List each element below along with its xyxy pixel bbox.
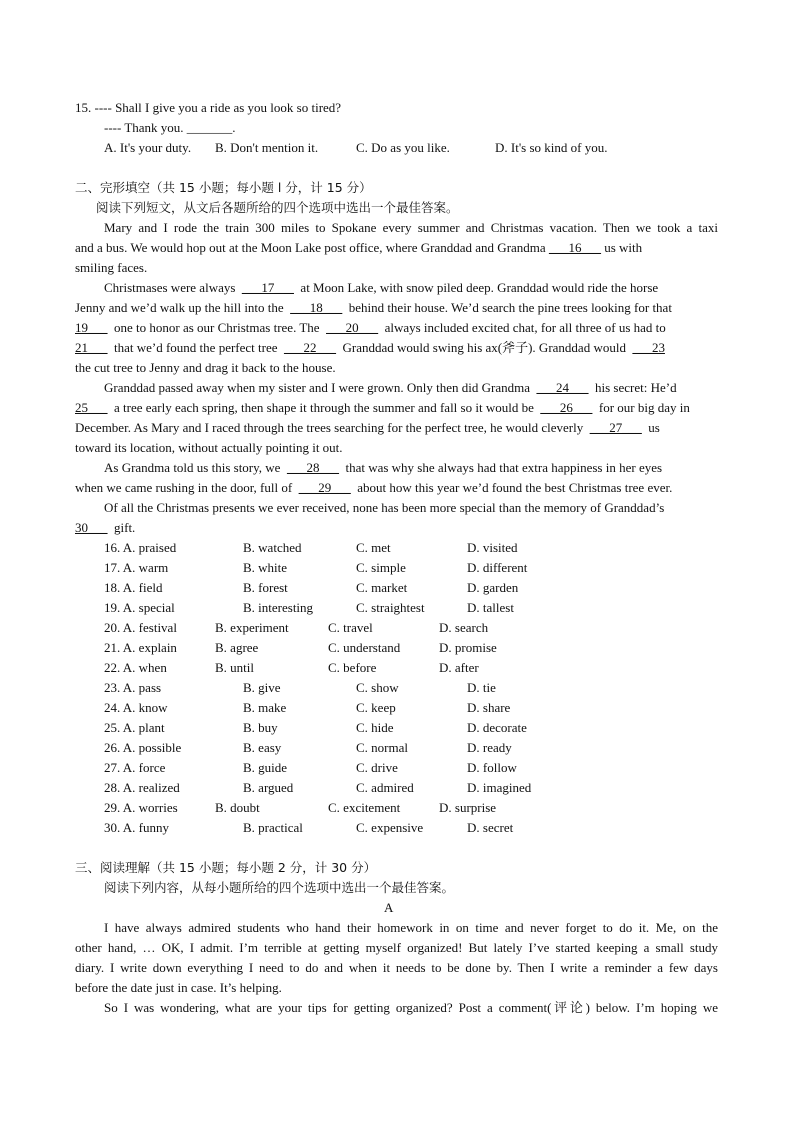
cloze-line: 30___ gift. — [75, 520, 136, 535]
blank-18: ___18___ — [290, 300, 343, 315]
blank-23: ___23 — [632, 340, 665, 355]
cloze-line: and a bus. We would hop out at the Moon Lake post office, where Granddad and Grandma ___16___ us with — [75, 240, 643, 255]
section2-heading: 二、完形填空（共 15 小题；每小题 l 分，计 15 分） — [75, 180, 372, 195]
blank-28: ___28___ — [286, 460, 339, 475]
cloze-line: As Grandma told us this story, we ___28___ that was why she always had that extra happiness in her eyes — [104, 460, 663, 475]
option-21-d: D. promise — [439, 640, 497, 655]
blank-27: ___27___ — [589, 420, 642, 435]
blank-21: 21___ — [75, 340, 108, 355]
option-28-b: B. argued — [243, 780, 294, 795]
option-25-d: D. decorate — [467, 720, 527, 735]
option-24-d: D. share — [467, 700, 511, 715]
passage-line: So I was wondering, what are your tips for getting organized? Post a comment(评论) below. I’m hoping we — [104, 1000, 718, 1015]
option-27-b: B. guide — [243, 760, 288, 775]
option-19-b: B. interesting — [243, 600, 314, 615]
option-17-c: C. simple — [356, 560, 406, 575]
passage-line: diary. I write down everything I need to do and when it needs to be done by. Then I write a reminder a few days — [75, 960, 718, 975]
option-19-a: 19. A. special — [104, 600, 175, 615]
cloze-line: 21___ that we’d found the perfect tree ___22___ Granddad would swing his ax(斧子). Granddad would ___23 — [75, 340, 665, 355]
option-18-a: 18. A. field — [104, 580, 163, 595]
cloze-line: toward its location, without actually pointing it out. — [75, 440, 343, 455]
option-18-b: B. forest — [243, 580, 288, 595]
cloze-line: when we came rushing in the door, full of ___29___ about how this year we’d found the best Christmas tree ever. — [75, 480, 673, 495]
option-24-b: B. make — [243, 700, 287, 715]
option-16-c: C. met — [356, 540, 391, 555]
passage-label: A — [384, 900, 394, 915]
q15-reply: ---- Thank you. _______. — [104, 120, 236, 135]
option-27-d: D. follow — [467, 760, 517, 775]
option-23-d: D. tie — [467, 680, 496, 695]
cloze-line: 25___ a tree early each spring, then shape it through the summer and fall so it would be ___26___ for our big day in — [75, 400, 690, 415]
cloze-line: Granddad passed away when my sister and I were grown. Only then did Grandma ___24___ his secret: He’d — [104, 380, 677, 395]
option-26-b: B. easy — [243, 740, 282, 755]
option-17-a: 17. A. warm — [104, 560, 169, 575]
passage-line: before the date just in case. It’s helping. — [75, 980, 282, 995]
cloze-line: the cut tree to Jenny and drag it back to the house. — [75, 360, 336, 375]
option-29-b: B. doubt — [215, 800, 260, 815]
blank-17: ___17___ — [241, 280, 294, 295]
cloze-line: Jenny and we’d walk up the hill into the ___18___ behind their house. We’d search the pine trees looking for that — [75, 300, 672, 315]
option-16-d: D. visited — [467, 540, 518, 555]
option-23-c: C. show — [356, 680, 399, 695]
option-24-a: 24. A. know — [104, 700, 168, 715]
option-17-d: D. different — [467, 560, 528, 575]
blank-19: 19___ — [75, 320, 108, 335]
q15-stem: 15. ---- Shall I give you a ride as you look so tired? — [75, 100, 342, 115]
option-30-a: 30. A. funny — [104, 820, 169, 835]
option-27-a: 27. A. force — [104, 760, 166, 775]
option-28-d: D. imagined — [467, 780, 532, 795]
passage-line: I have always admired students who hand their homework in on time and never forget to do it. Me, on the — [104, 920, 718, 935]
cloze-line: December. As Mary and I raced through the trees searching for the perfect tree, he would cleverly ___27___ us — [75, 420, 660, 435]
option-26-d: D. ready — [467, 740, 512, 755]
option-22-d: D. after — [439, 660, 479, 675]
q15-option-c: C. Do as you like. — [356, 140, 450, 155]
option-20-a: 20. A. festival — [104, 620, 177, 635]
option-25-b: B. buy — [243, 720, 278, 735]
blank-29: ___29___ — [298, 480, 351, 495]
option-18-d: D. garden — [467, 580, 519, 595]
option-21-c: C. understand — [328, 640, 401, 655]
cloze-line: 19___ one to honor as our Christmas tree. The ___20___ always included excited chat, for all three of us had to — [75, 320, 666, 335]
option-18-c: C. market — [356, 580, 408, 595]
option-20-b: B. experiment — [215, 620, 289, 635]
q15-option-a: A. It's your duty. — [104, 140, 192, 155]
blank-16: ___16___ — [548, 240, 601, 255]
blank-22: ___22___ — [284, 340, 337, 355]
q15-option-d: D. It's so kind of you. — [495, 140, 608, 155]
option-27-c: C. drive — [356, 760, 398, 775]
blank-20: ___20___ — [326, 320, 379, 335]
option-20-c: C. travel — [328, 620, 373, 635]
section2-instruction: 阅读下列短文，从文后各题所给的四个选项中选出一个最佳答案。 — [96, 200, 459, 215]
option-29-a: 29. A. worries — [104, 800, 178, 815]
option-30-b: B. practical — [243, 820, 303, 835]
option-17-b: B. white — [243, 560, 288, 575]
option-28-c: C. admired — [356, 780, 414, 795]
option-23-a: 23. A. pass — [104, 680, 162, 695]
option-21-a: 21. A. explain — [104, 640, 177, 655]
option-25-c: C. hide — [356, 720, 394, 735]
blank-25: 25___ — [75, 400, 108, 415]
option-21-b: B. agree — [215, 640, 259, 655]
q15-option-b: B. Don't mention it. — [215, 140, 319, 155]
option-22-b: B. until — [215, 660, 255, 675]
option-16-a: 16. A. praised — [104, 540, 177, 555]
option-26-a: 26. A. possible — [104, 740, 182, 755]
cloze-line: Christmases were always ___17___ at Moon Lake, with snow piled deep. Granddad would ride the horse — [104, 280, 659, 295]
option-29-c: C. excitement — [328, 800, 401, 815]
option-29-d: D. surprise — [439, 800, 497, 815]
option-22-c: C. before — [328, 660, 377, 675]
option-30-d: D. secret — [467, 820, 514, 835]
option-19-d: D. tallest — [467, 600, 514, 615]
option-26-c: C. normal — [356, 740, 408, 755]
option-20-d: D. search — [439, 620, 489, 635]
blank-26: ___26___ — [540, 400, 593, 415]
option-25-a: 25. A. plant — [104, 720, 165, 735]
option-22-a: 22. A. when — [104, 660, 167, 675]
passage-line: other hand, … OK, I admit. I’m terrible at getting myself organized! But lately I’ve started keeping a small study — [75, 940, 718, 955]
cloze-line: smiling faces. — [75, 260, 148, 275]
cloze-line: Of all the Christmas presents we ever received, none has been more special than the memory of Granddad’s — [104, 500, 665, 515]
blank-24: ___24___ — [536, 380, 589, 395]
cloze-line: Mary and I rode the train 300 miles to Spokane every summer and Christmas vacation. Then we took a taxi — [104, 220, 718, 235]
section3-instruction: 阅读下列内容，从每小题所给的四个选项中选出一个最佳答案。 — [104, 880, 455, 895]
blank-30: 30___ — [75, 520, 108, 535]
option-24-c: C. keep — [356, 700, 396, 715]
option-23-b: B. give — [243, 680, 281, 695]
section3-heading: 三、阅读理解（共 15 小题；每小题 2 分，计 30 分） — [75, 860, 377, 875]
option-28-a: 28. A. realized — [104, 780, 180, 795]
option-19-c: C. straightest — [356, 600, 425, 615]
option-30-c: C. expensive — [356, 820, 424, 835]
option-16-b: B. watched — [243, 540, 302, 555]
